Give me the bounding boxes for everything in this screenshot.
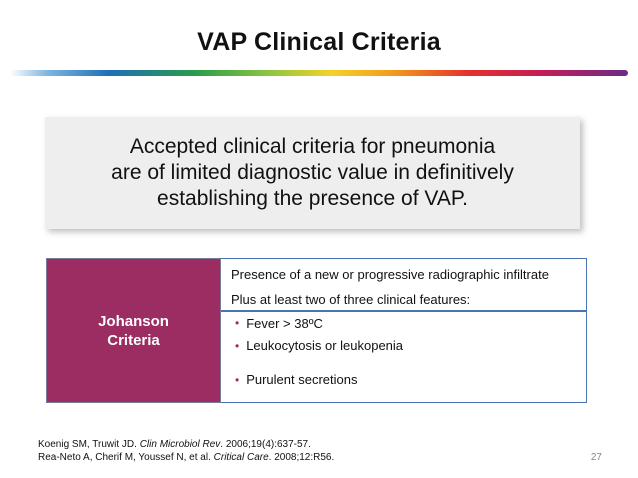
criteria-row-text: Fever > 38ºC (246, 315, 323, 331)
references (38, 438, 334, 464)
bullet-icon: • (235, 316, 240, 330)
criteria-row-infiltrate (221, 258, 587, 290)
criteria-row-text: Purulent secretions (246, 372, 358, 387)
reference-journal: Critical Care (213, 452, 269, 463)
reference-item (38, 451, 334, 464)
criteria-label-line: Criteria (107, 331, 160, 349)
page-number: 27 (590, 452, 602, 463)
criteria-label-cell (46, 258, 221, 403)
callout-line: are of limited diagnostic value in definitively (111, 161, 514, 184)
criteria-label-line: Johanson (98, 312, 169, 330)
callout-line: Accepted clinical criteria for pneumonia (129, 135, 496, 158)
criteria-row-text: Plus at least two of three clinical features: (231, 292, 471, 307)
reference-citation: . 2006;19(4):637-57. (220, 439, 311, 450)
title-gradient-rule (10, 70, 628, 76)
reference-journal: Clin Microbiol Rev (139, 439, 221, 450)
reference-authors: Koenig SM, Truwit JD. (38, 439, 140, 450)
reference-item (38, 438, 334, 451)
bullet-icon: • (235, 338, 240, 353)
criteria-row-leukocytosis (221, 334, 587, 358)
criteria-row-fever (221, 311, 587, 335)
reference-authors: Rea-Neto A, Cherif M, Youssef N, et al. (38, 452, 214, 463)
criteria-row-text: Leukocytosis or leukopenia (246, 338, 404, 353)
reference-citation: . 2008;12:R56. (268, 452, 335, 463)
callout-text (111, 134, 514, 212)
criteria-row-text: Presence of a new or progressive radiographic infiltrate (231, 266, 549, 282)
callout-line: establishing the presence of VAP. (157, 187, 468, 210)
slide-title: VAP Clinical Criteria (197, 28, 441, 56)
criteria-row-purulent-secretions (221, 357, 587, 403)
callout-box (45, 117, 580, 229)
bullet-icon: • (235, 372, 240, 387)
criteria-label (98, 312, 169, 350)
johanson-criteria-table (46, 258, 587, 403)
criteria-row-clinical-features (221, 289, 587, 311)
